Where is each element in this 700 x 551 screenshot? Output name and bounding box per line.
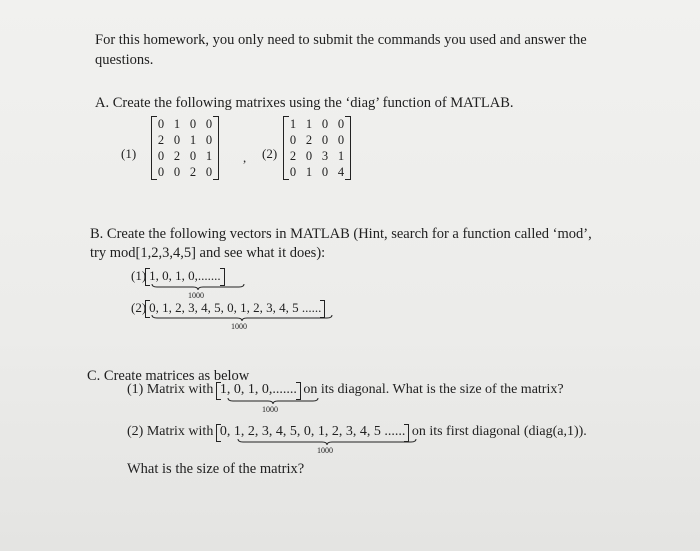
brace-c1 [227, 397, 319, 405]
matrix-cell: 2 [157, 133, 165, 147]
matrix-cell: 1 [205, 149, 213, 163]
matrix-cell: 4 [337, 165, 345, 179]
matrix-cell: 0 [337, 133, 345, 147]
matrix-cell: 2 [173, 149, 181, 163]
matrix-cell: 0 [157, 165, 165, 179]
section-c-title: C. Create matrices as below [87, 368, 250, 384]
matrix-cell: 0 [337, 117, 345, 131]
matrix-cell: 0 [173, 133, 181, 147]
matrix-cell: 0 [289, 133, 297, 147]
brace-c2 [237, 438, 417, 446]
matrix-cell: 0 [321, 165, 329, 179]
matrix-cell: 0 [289, 165, 297, 179]
matrix-1-table [153, 116, 217, 180]
brace-b2 [151, 314, 333, 322]
matrix-cell: 2 [305, 133, 313, 147]
matrix-2-table [285, 116, 349, 180]
matrix-cell: 0 [305, 149, 313, 163]
matrix-cell: 1 [173, 117, 181, 131]
matrix-cell: 0 [157, 149, 165, 163]
matrix-cell: 0 [321, 133, 329, 147]
section-b-title-1: B. Create the following vectors in MATLAB (Hint, search for a function called ‘mod’, [90, 226, 592, 242]
matrix-separator: , [243, 150, 247, 165]
matrix-cell: 0 [157, 117, 165, 131]
intro-line-2: questions. [95, 52, 154, 68]
matrix-cell: 0 [189, 149, 197, 163]
c2-prefix: (2) Matrix with [127, 424, 214, 439]
matrix-cell: 1 [337, 149, 345, 163]
section-a-title: A. Create the following matrixes using the ‘diag’ function of MATLAB. [95, 95, 514, 111]
c2-count: 1000 [317, 446, 333, 455]
matrix-cell: 0 [205, 117, 213, 131]
c2-suffix: on its first diagonal (diag(a,1)). [411, 424, 587, 439]
c1-vector: 1, 0, 1, 0,....... [217, 382, 300, 398]
matrix-2-label: (2) [262, 146, 278, 161]
section-b-title-2: try mod[1,2,3,4,5] and see what it does): [90, 245, 326, 261]
vector-b1-values: 1, 0, 1, 0,....... [146, 268, 224, 284]
matrix-cell: 1 [305, 117, 313, 131]
matrix-cell: 2 [289, 149, 297, 163]
matrix-cell: 1 [289, 117, 297, 131]
matrix-cell: 1 [189, 133, 197, 147]
matrix-2 [285, 116, 349, 180]
matrix-cell: 1 [305, 165, 313, 179]
c2-vector: 0, 1, 2, 3, 4, 5, 0, 1, 2, 3, 4, 5 ...... [217, 424, 409, 440]
matrix-cell: 0 [189, 117, 197, 131]
vector-b2-count: 1000 [231, 322, 247, 331]
matrix-cell: 0 [321, 117, 329, 131]
vector-b1 [131, 268, 224, 284]
matrix-cell: 0 [205, 165, 213, 179]
vector-b2-values: 0, 1, 2, 3, 4, 5, 0, 1, 2, 3, 4, 5 ...... [146, 300, 324, 316]
vector-b1-label: (1) [131, 268, 147, 283]
matrix-1-label: (1) [121, 146, 137, 161]
c1-suffix: on its diagonal. What is the size of the matrix? [303, 382, 564, 397]
section-c-question: What is the size of the matrix? [127, 461, 305, 477]
matrix-cell: 3 [321, 149, 329, 163]
brace-b1 [151, 283, 245, 291]
c1-prefix: (1) Matrix with [127, 382, 214, 397]
matrix-cell: 0 [173, 165, 181, 179]
matrix-1 [153, 116, 217, 180]
matrix-cell: 0 [205, 133, 213, 147]
matrix-cell: 2 [189, 165, 197, 179]
section-c-item-1 [127, 382, 564, 398]
c1-count: 1000 [262, 405, 278, 414]
intro-line-1: For this homework, you only need to submit the commands you used and answer the [95, 32, 587, 48]
vector-b2-label: (2) [131, 300, 147, 315]
vector-b1-count: 1000 [188, 291, 204, 300]
